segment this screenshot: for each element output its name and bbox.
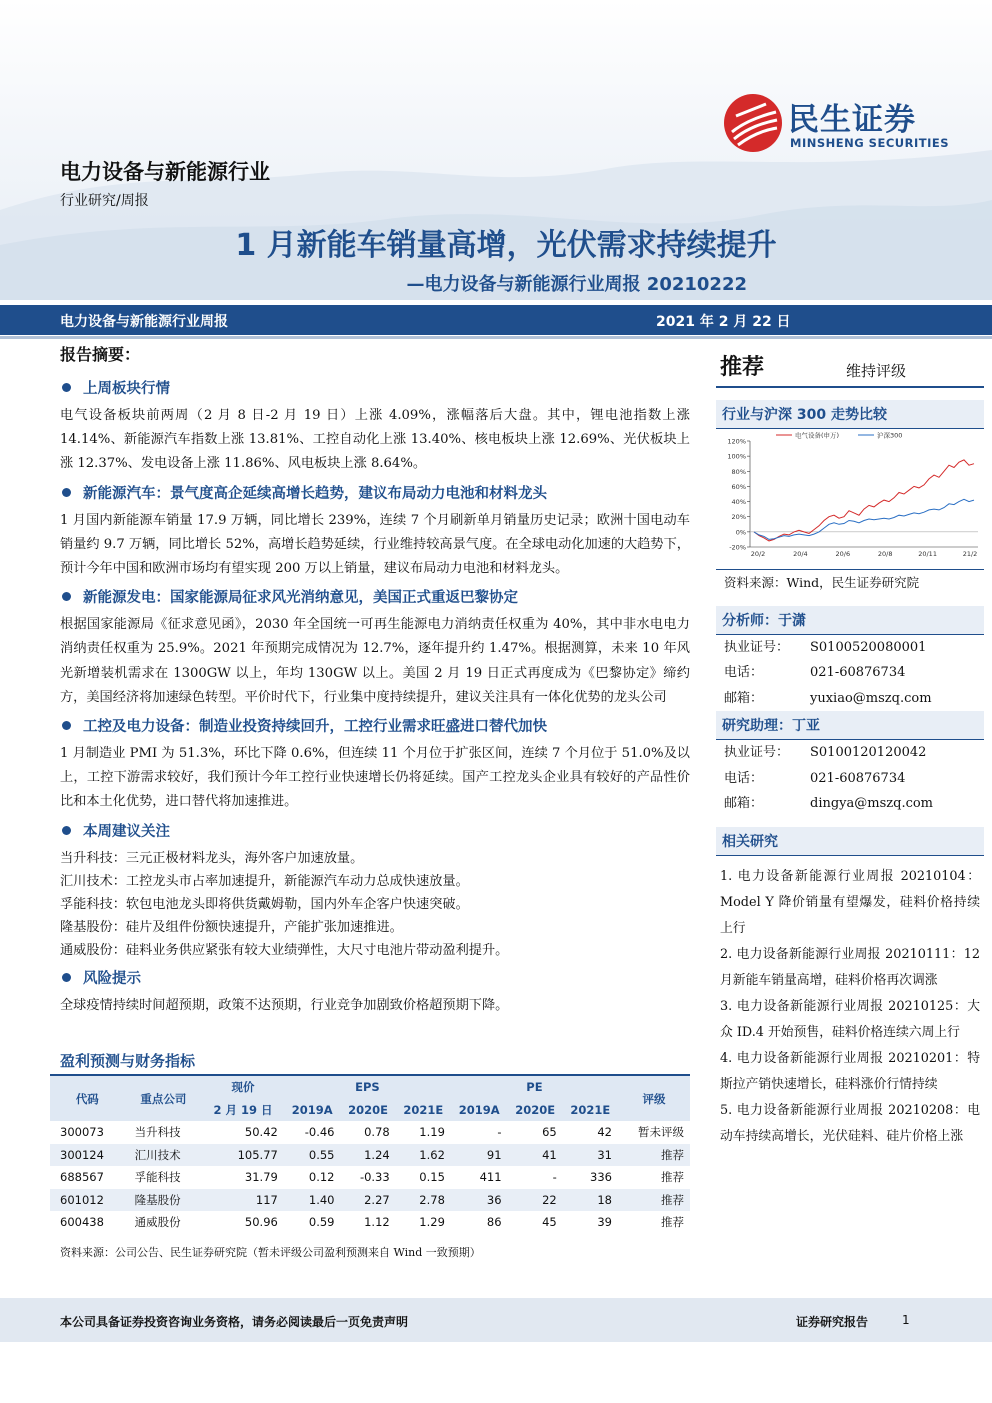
legend-label: 沪深300 [877, 431, 903, 440]
table-cell: 0.15 [419, 1170, 445, 1185]
related-report-link[interactable]: 4. 电力设备新能源行业周报 20210201：特斯拉产销快速增长，硅料涨价行情持续 [720, 1050, 980, 1092]
y-tick-label: 40% [731, 498, 746, 507]
table-cell: - [552, 1170, 557, 1185]
table-cell: 411 [479, 1170, 502, 1185]
industry-name: 电力设备与新能源行业 [60, 160, 270, 184]
info-key: 电话： [724, 665, 764, 680]
table-cell: 1.29 [419, 1215, 445, 1230]
info-key: 执业证号： [724, 639, 790, 655]
section-body: 电气设备板块前两周（2 月 8 日-2 月 19 日）上涨 4.09%，涨幅落后大盘。其中，锂电池指数上涨 14.14%、新能源汽车指数上涨 13.81%、工控自动化上涨 13.40%、核电板块上涨 12.69%、光伏板块上涨 12.37%、发电设备上涨 11.86%、风电板块上涨 8.64%。 [60, 408, 690, 472]
report-title: 1 月新能车销量高增，光伏需求持续提升 [235, 228, 777, 263]
y-tick-label: 120% [727, 437, 746, 446]
table-cell: 暂未评级 [638, 1125, 684, 1140]
financial-table-title: 盈利预测与财务指标 [60, 1052, 196, 1070]
col-header-rating: 评级 [618, 1075, 690, 1121]
title-band [0, 305, 992, 335]
focus-item: 隆基股份：硅片及组件份额快速提升，产能扩张加速推进。 [60, 919, 403, 935]
summary-column [60, 342, 690, 1020]
section-body: 1 月国内新能源车销量 17.9 万辆，同比增长 239%，连续 7 个月刷新单月销量历史记录；欧洲十国电动车销量约 9.7 万辆，同比增长 52%，高增长趋势延续，行业维持较高景气度。在全球电动化加速的大趋势下，预计今年中国和欧洲市场均有望实现 200 万以上销量，建议布局动力电池和材料龙头。 [60, 512, 690, 577]
logo-emblem-icon [722, 92, 784, 154]
focus-item: 孚能科技：软包电池龙头即将供货戴姆勒，国内外车企客户快速突破。 [60, 896, 469, 912]
table-cell: 65 [542, 1125, 557, 1140]
sidebar [716, 342, 984, 1150]
section-title: 本周建议关注 [83, 823, 170, 840]
table-cell: 300124 [50, 1144, 125, 1167]
table-cell: 18 [563, 1189, 618, 1212]
recommendation: 推荐 [720, 355, 765, 380]
y-tick-label: -20% [729, 543, 746, 552]
table-cell: 42 [597, 1125, 612, 1140]
assistant-info-row [716, 766, 984, 792]
table-cell: 1.40 [284, 1189, 341, 1212]
table-cell: 推荐 [661, 1215, 684, 1230]
assistant-info-row [716, 740, 984, 766]
band-report-name: 电力设备与新能源行业周报 [60, 314, 228, 330]
band-date: 2021 年 2 月 22 日 [656, 314, 791, 330]
section-title: 新能源汽车：景气度高企延续高增长趋势，建议布局动力电池和材料龙头 [83, 485, 547, 502]
series-line [754, 499, 974, 539]
assistant-info-row [716, 791, 984, 817]
analyst-heading: 分析师：于潇 [716, 606, 984, 635]
bullet-icon [62, 973, 71, 982]
y-tick-label: 60% [731, 482, 746, 491]
table-cell: 688567 [60, 1170, 104, 1185]
table-cell: 300073 [60, 1125, 104, 1140]
table-cell: 推荐 [661, 1170, 684, 1185]
related-report-link[interactable]: 1. 电力设备新能源行业周报 20210104：Model Y 降价销量有望爆发，硅料价格持续上行 [720, 868, 980, 936]
related-report-link[interactable]: 5. 电力设备新能源行业周报 20210208：电动车持续高增长，光伏硅料、硅片价格上涨 [720, 1102, 980, 1144]
table-cell: 31 [563, 1144, 618, 1167]
focus-item: 通威股份：硅料业务供应紧张有较大业绩弹性，大尺寸电池片带动盈利提升。 [60, 942, 509, 958]
bullet-icon [62, 826, 71, 835]
bullet-icon [62, 488, 71, 497]
section-body: 根据国家能源局《征求意见函》，2030 年全国统一可再生能源电力消纳责任权重为 40%，其中非水电电力消纳责任权重为 25.9%。2021 年预期完成情况为 12.7%，逐年提升约 1.47%。根据测算，未来 10 年风光新增装机需求在 1300GW 以上，年均 130GW 以上。美国 2 月 19 日正式再度成为《巴黎协定》缔约方，美国经济将加速绿色转型。平价时代下，行业集中度持续提升，建议关注具有一体化优势的龙头公司 [60, 617, 690, 705]
table-cell: 39 [597, 1215, 612, 1230]
chart-heading: 行业与沪深 300 走势比较 [716, 400, 984, 429]
x-tick-label: 20/11 [918, 550, 937, 558]
table-cell: 105.77 [202, 1144, 284, 1167]
financial-table-source: 资料来源：公司公告、民生证券研究院（暂未评级公司盈利预测来自 Wind 一致预期） [60, 1246, 481, 1259]
legend-label: 电气设备(申万) [795, 431, 840, 440]
bullet-icon [62, 592, 71, 601]
table-cell: 隆基股份 [125, 1189, 203, 1212]
footer-report-label: 证券研究报告 [796, 1315, 869, 1329]
section-heading [60, 377, 690, 398]
focus-item: 汇川技术：工控龙头市占率加速提升，新能源汽车动力总成快速放量。 [60, 873, 469, 889]
table-cell: 0.55 [284, 1144, 341, 1167]
table-cell: 推荐 [618, 1144, 690, 1167]
table-cell: 汇川技术 [125, 1144, 203, 1167]
col-header-year: 2020E [508, 1098, 563, 1121]
table-cell: 当升科技 [134, 1125, 181, 1140]
page-footer [0, 1298, 992, 1342]
col-header-year: 2021E [396, 1098, 451, 1121]
y-tick-label: 20% [731, 513, 746, 522]
x-tick-label: 20/2 [750, 550, 766, 558]
page-number: 1 [902, 1313, 910, 1327]
table-row [50, 1211, 690, 1234]
table-row [50, 1144, 690, 1167]
table-cell: 2.78 [396, 1189, 451, 1212]
info-key: 邮箱： [724, 796, 764, 811]
info-key: 电话： [724, 770, 764, 786]
table-row [50, 1121, 690, 1144]
chart-source [716, 569, 984, 596]
table-cell: 117 [202, 1189, 284, 1212]
info-value: S0100120120042 [810, 745, 927, 760]
footer-disclaimer: 本公司具备证券投资咨询业务资格，请务必阅读最后一页免责声明 [60, 1315, 409, 1329]
analyst-info-row [716, 686, 984, 712]
info-value: 021-60876734 [810, 770, 906, 786]
band-divider [0, 336, 992, 339]
x-tick-label: 21/2 [962, 550, 978, 558]
assistant-email[interactable]: dingya@mszq.com [810, 796, 934, 811]
table-cell: 36 [451, 1189, 508, 1212]
table-cell: - [497, 1125, 502, 1140]
section-title: 上周板块行情 [83, 381, 170, 397]
info-value: 021-60876734 [810, 665, 906, 680]
table-cell: -0.33 [359, 1170, 390, 1185]
table-row [50, 1189, 690, 1212]
table-row [50, 1166, 690, 1189]
table-cell: 孚能科技 [134, 1170, 181, 1185]
table-cell: -0.46 [304, 1125, 335, 1140]
section-title: 风险提示 [83, 970, 141, 987]
assistant-heading: 研究助理：丁亚 [716, 711, 984, 740]
table-cell: 1.19 [419, 1125, 445, 1140]
col-header-year: 2019A [284, 1098, 341, 1121]
logo-text: 民生证券 [788, 102, 916, 138]
table-cell: 600438 [60, 1215, 104, 1230]
report-type: 行业研究/周报 [60, 193, 149, 209]
col-header-price: 现价 [202, 1075, 284, 1098]
col-header-code: 代码 [50, 1075, 125, 1121]
col-header-eps: EPS [284, 1075, 451, 1098]
x-tick-label: 20/8 [877, 550, 893, 558]
section-heading [60, 586, 690, 607]
x-tick-label: 20/4 [793, 550, 808, 558]
series-line [754, 460, 974, 541]
info-key: 执业证号： [724, 745, 790, 760]
table-cell: 2.27 [341, 1189, 396, 1212]
table-cell: 45 [542, 1215, 557, 1230]
col-header-year: 2020E [341, 1098, 396, 1121]
table-cell: 50.96 [244, 1215, 278, 1230]
col-header-year: 2019A [451, 1098, 508, 1121]
rating-status: 维持评级 [846, 362, 907, 380]
table-cell: 50.42 [244, 1125, 278, 1140]
table-cell: 86 [486, 1215, 502, 1230]
table-cell: 0.78 [364, 1125, 390, 1140]
related-heading: 相关研究 [716, 827, 984, 856]
bullet-icon [62, 383, 71, 392]
analyst-email[interactable]: yuxiao@mszq.com [810, 690, 932, 706]
col-header-pe: PE [451, 1075, 618, 1098]
report-subtitle: —电力设备与新能源行业周报 20210222 [406, 274, 747, 295]
info-value: S0100520080001 [810, 639, 927, 655]
trend-chart [716, 429, 984, 569]
table-cell: 推荐 [618, 1189, 690, 1212]
section-heading [60, 820, 690, 841]
section-title: 工控及电力设备：制造业投资持续回升，工控行业需求旺盛进口替代加快 [83, 719, 547, 736]
x-tick-label: 20/6 [835, 550, 851, 558]
bullet-icon [62, 721, 71, 730]
section-heading [60, 967, 690, 988]
table-cell: 0.12 [308, 1170, 335, 1185]
table-cell: 31.79 [244, 1170, 278, 1185]
related-report-link[interactable]: 3. 电力设备新能源行业周报 20210125：大众 ID.4 开始预售，硅料价格连续六周上行 [720, 998, 980, 1040]
table-cell: 0.59 [308, 1215, 335, 1230]
section-body: 1 月制造业 PMI 为 51.3%，环比下降 0.6%，但连续 11 个月位于扩张区间，连续 7 个月位于 51.0%及以上，工控下游需求较好，我们预计今年工控行业快速增长仍将延续。国产工控龙头企业具有较好的产品性价比和本土化优势，进口替代将加速推进。 [60, 746, 690, 810]
rating-row [716, 342, 984, 388]
chart-source-text: 资料来源：Wind，民生证券研究院 [724, 575, 920, 590]
risk-body: 全球疫情持续时间超预期，政策不达预期，行业竞争加剧致价格超预期下降。 [60, 997, 509, 1013]
summary-heading: 报告摘要： [60, 345, 141, 364]
col-header-company: 重点公司 [125, 1075, 203, 1121]
y-tick-label: 100% [727, 452, 746, 461]
focus-item: 当升科技：三元正极材料龙头，海外客户加速放量。 [60, 850, 364, 866]
table-cell: 通威股份 [134, 1215, 181, 1230]
y-tick-label: 0% [735, 528, 746, 537]
company-logo [722, 92, 952, 158]
col-header-price-date: 2 月 19 日 [202, 1098, 284, 1121]
table-cell: 601012 [50, 1189, 125, 1212]
section-title: 新能源发电：国家能源局征求风光消纳意见，美国正式重返巴黎协定 [83, 590, 518, 607]
financial-table [50, 1074, 690, 1234]
table-cell: 41 [508, 1144, 563, 1167]
logo-text-en: MINSHENG SECURITIES [790, 136, 949, 150]
table-cell: 91 [451, 1144, 508, 1167]
analyst-info-row [716, 635, 984, 661]
col-header-year: 2021E [563, 1098, 618, 1121]
info-key: 邮箱： [724, 690, 764, 706]
y-tick-label: 80% [731, 467, 746, 476]
table-cell: 1.62 [396, 1144, 451, 1167]
table-cell: 1.24 [341, 1144, 396, 1167]
table-cell: 22 [508, 1189, 563, 1212]
table-cell: 1.12 [364, 1215, 390, 1230]
section-heading [60, 715, 690, 736]
analyst-info-row [716, 660, 984, 686]
table-cell: 336 [590, 1170, 612, 1185]
related-report-link[interactable]: 2. 电力设备新能源行业周报 20210111：12 月新能车销量高增，硅料价格再次调涨 [720, 946, 980, 988]
section-heading [60, 482, 690, 503]
